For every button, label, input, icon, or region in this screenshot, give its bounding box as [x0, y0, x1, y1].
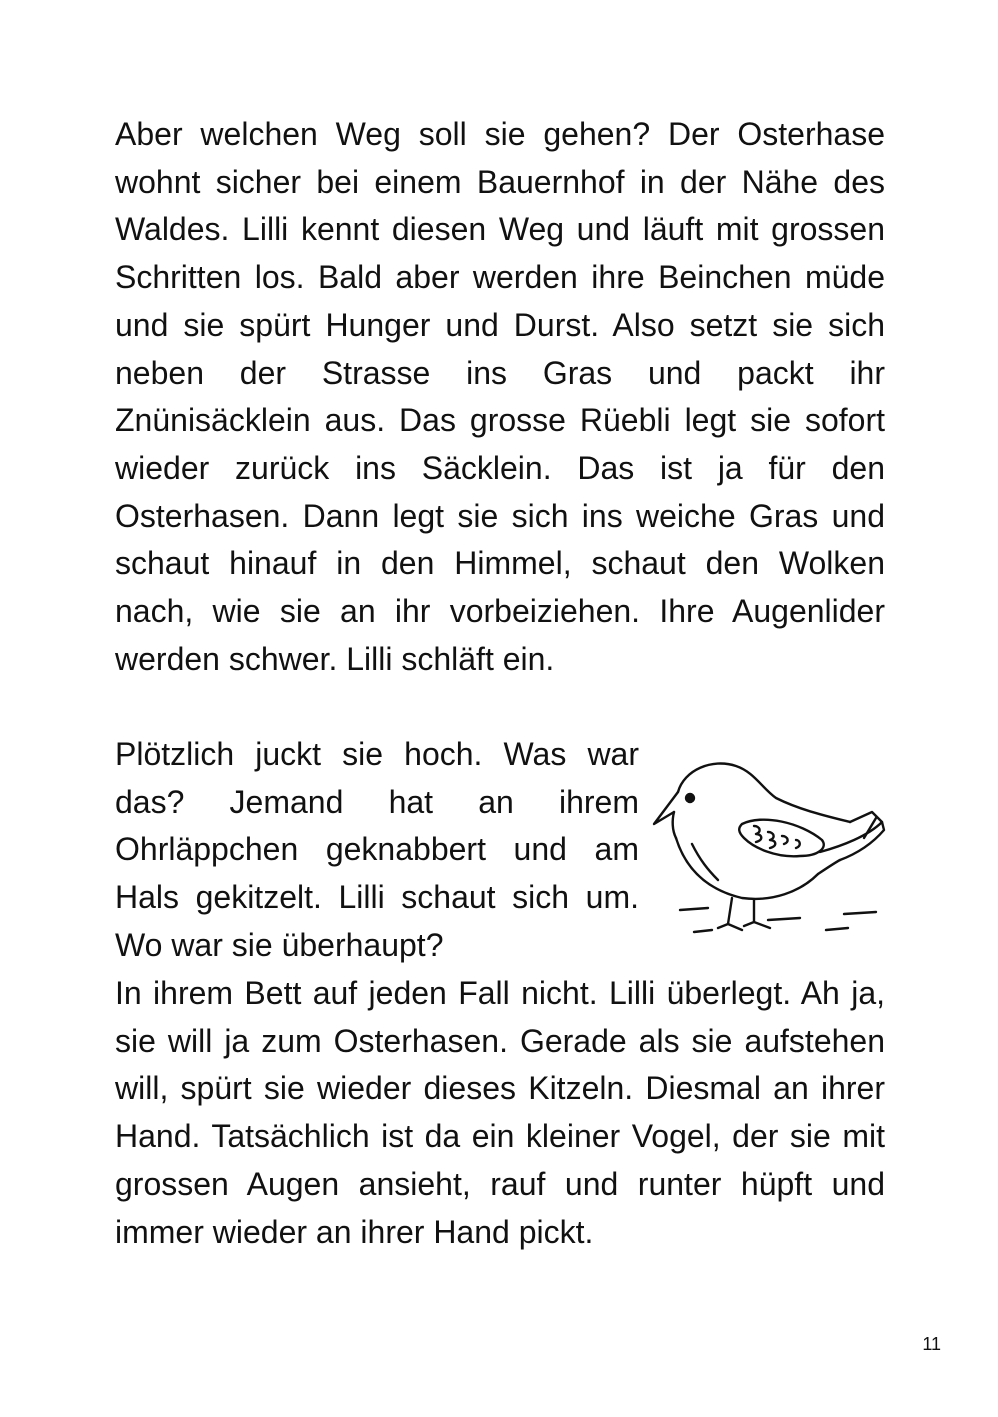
page-number: 11: [922, 1334, 941, 1354]
paragraph-2: Plötzlich juckt sie hoch. Was war das? Jemand hat an ihrem Ohrläppchen geknabbert und am Hals gekitzelt. Lilli schaut sich um. Wo war sie überhaupt?: [115, 736, 639, 963]
paragraph-1: Aber welchen Weg soll sie gehen? Der Osterhase wohnt sicher bei einem Bauernhof in der Nähe des Waldes. Lilli kennt diesen Weg und läuft mit grossen Schritten los. Bald aber werden ihre Beinchen müde und sie spürt Hunger und Durst. Also setzt sie sich neben der Strasse ins Gras und packt ihr Znünisäcklein aus. Das grosse Rüebli legt sie sofort wieder zurück ins Säcklein. Das ist ja für den Osterhasen. Dann legt sie sich ins weiche Gras und schaut hinauf in den Himmel, schaut den Wolken nach, wie sie an ihr vorbeiziehen. Ihre Augenlider werden schwer. Lilli schläft ein.: [115, 116, 885, 677]
paragraph-3: In ihrem Bett auf jeden Fall nicht. Lilli überlegt. Ah ja, sie will ja zum Osterhasen. Gerade als sie aufstehen will, spürt sie wieder dieses Kitzeln. Diesmal an ihrer Hand. Tatsächlich ist da ein kleiner Vogel, der sie mit grossen Augen ansieht, rauf und runter hüpft und immer wieder an ihrer Hand pickt.: [115, 975, 885, 1250]
bird-illustration-icon: [650, 752, 890, 942]
